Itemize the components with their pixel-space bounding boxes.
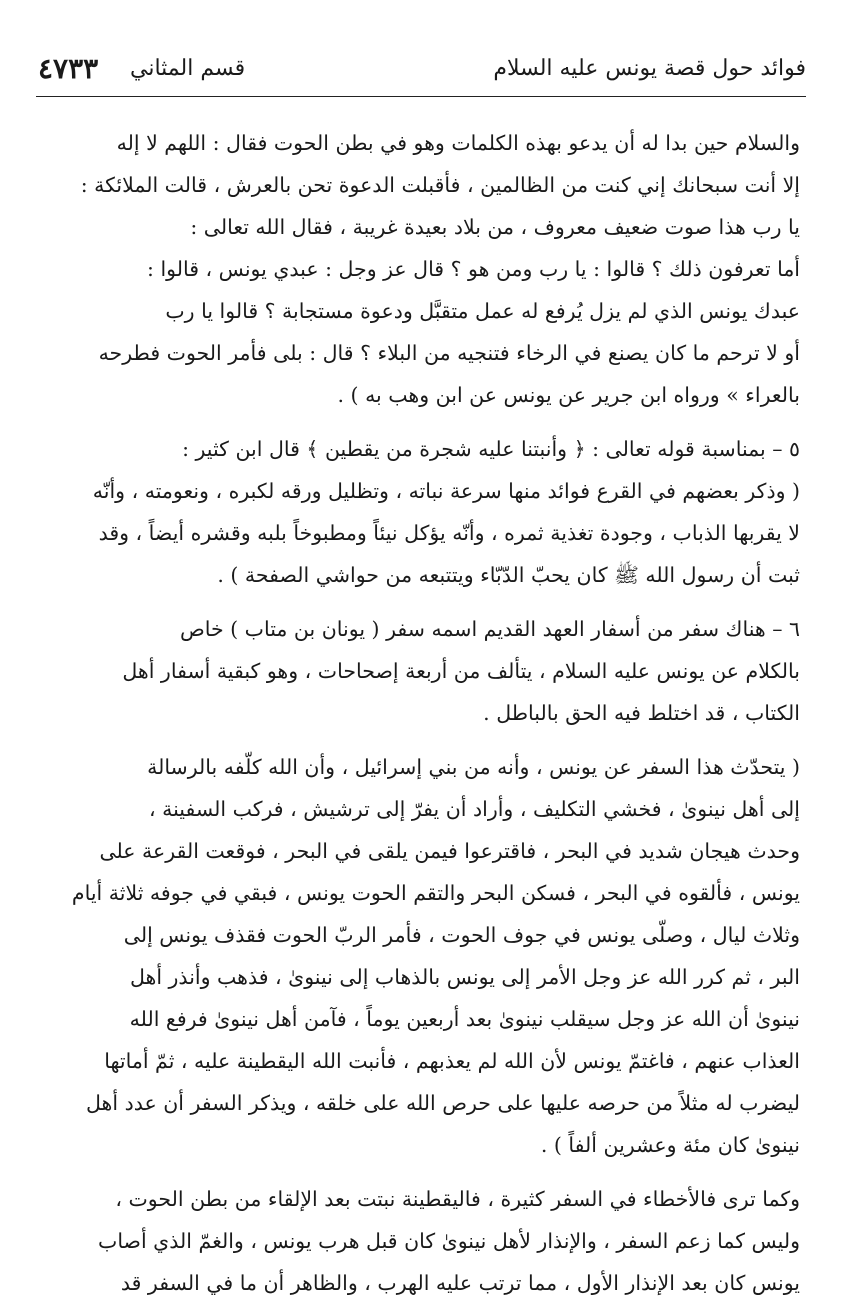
text-line: يا رب هذا صوت ضعيف معروف ، من بلاد بعيدة غريبة ، فقال الله تعالى : <box>190 215 800 239</box>
text-line: وليس كما زعم السفر ، والإنذار لأهل نينوىٰ كان قبل هرب يونس ، والغمّ الذي أصاب <box>98 1229 800 1253</box>
header-rule <box>36 96 806 97</box>
text-line: ٦ – هناك سفر من أسفار العهد القديم اسمه سفر ( يونان بن متاب ) خاص <box>179 617 800 641</box>
text-line: أو لا ترحم ما كان يصنع في الرخاء فتنجيه من البلاء ؟ قال : بلى فأمر الحوت فطرحه <box>98 341 800 365</box>
page-header <box>38 50 806 94</box>
text-line: والسلام حين بدا له أن يدعو بهذه الكلمات وهو في بطن الحوت فقال : اللهم لا إله <box>116 131 800 155</box>
paragraph-gap <box>44 416 800 428</box>
page-body <box>44 122 800 1304</box>
text-line: ( وذكر بعضهم في القرع فوائد منها سرعة نباته ، وتظليل ورقه لكبره ، ونعومته ، وأنّه <box>92 479 800 503</box>
text-line: ( يتحدّث هذا السفر عن يونس ، وأنه من بني إسرائيل ، وأن الله كلّفه بالرسالة <box>147 755 800 779</box>
text-line: إلى أهل نينوىٰ ، فخشي التكليف ، وأراد أن يفرّ إلى ترشيش ، فركب السفينة ، <box>149 797 800 821</box>
paragraph-gap <box>44 596 800 608</box>
paragraph <box>44 608 800 734</box>
paragraph-gap <box>44 1166 800 1178</box>
text-line: أما تعرفون ذلك ؟ قالوا : يا رب ومن هو ؟ قال عز وجل : عبدي يونس ، قالوا : <box>147 257 800 281</box>
text-line: العذاب عنهم ، فاغتمّ يونس لأن الله لم يعذبهم ، فأنبت الله اليقطينة عليه ، ثمّ أماتها <box>104 1049 800 1073</box>
text-line: بالكلام عن يونس عليه السلام ، يتألف من أربعة إصحاحات ، وهو كبقية أسفار أهل <box>122 659 800 683</box>
text-line: بالعراء » ورواه ابن جرير عن يونس عن ابن وهب به ) . <box>337 383 800 407</box>
text-line: يونس ، فألقوه في البحر ، فسكن البحر والتقم الحوت يونس ، فبقي في جوفه ثلاثة أيام <box>71 881 800 905</box>
text-line: نينوىٰ أن الله عز وجل سيقلب نينوىٰ بعد أربعين يوماً ، فآمن أهل نينوىٰ فرفع الله <box>129 1007 800 1031</box>
text-line: إلا أنت سبحانك إني كنت من الظالمين ، فأقبلت الدعوة تحن بالعرش ، قالت الملائكة : <box>80 173 800 197</box>
paragraph <box>44 428 800 596</box>
text-line: وثلاث ليال ، وصلّى يونس في جوف الحوت ، فأمر الربّ الحوت فقذف يونس إلى <box>123 923 800 947</box>
text-line: الكتاب ، قد اختلط فيه الحق بالباطل . <box>483 701 800 725</box>
text-line: ٥ – بمناسبة قوله تعالى : ﴿ وأنبتنا عليه شجرة من يقطين ﴾ قال ابن كثير : <box>182 437 800 461</box>
paragraph <box>44 122 800 416</box>
text-line: ثبت أن رسول الله ﷺ كان يحبّ الدّبّاء ويتتبعه من حواشي الصفحة ) . <box>217 563 800 587</box>
text-line: وحدث هيجان شديد في البحر ، فاقترعوا فيمن يلقى في البحر ، فوقعت القرعة على <box>99 839 800 863</box>
text-line: البر ، ثم كرر الله عز وجل الأمر إلى يونس بالذهاب إلى نينوىٰ ، فذهب وأنذر أهل <box>129 965 800 989</box>
section-name: قسم المثاني <box>130 56 246 81</box>
text-line: يونس كان بعد الإنذار الأول ، مما ترتب عليه الهرب ، والظاهر أن ما في السفر قد <box>120 1271 800 1295</box>
paragraph-gap <box>44 734 800 746</box>
text-line: نينوىٰ كان مئة وعشرين ألفاً ) . <box>540 1133 800 1157</box>
paragraph <box>44 1178 800 1304</box>
page-number: ٤٧٣٣ <box>38 52 99 85</box>
paragraph <box>44 746 800 1166</box>
text-line: وكما ترى فالأخطاء في السفر كثيرة ، فاليقطينة نبتت بعد الإلقاء من بطن الحوت ، <box>115 1187 800 1211</box>
text-line: لا يقربها الذباب ، وجودة تغذية ثمره ، وأنّه يؤكل نيئاً ومطبوخاً بلبه وقشره أيضاً ، وقد <box>98 521 800 545</box>
text-line: عبدك يونس الذي لم يزل يُرفع له عمل متقبَّل ودعوة مستجابة ؟ قالوا يا رب <box>165 299 800 323</box>
running-title: فوائد حول قصة يونس عليه السلام <box>493 56 806 81</box>
text-line: ليضرب له مثلاً من حرصه عليها على حرص الله على خلقه ، ويذكر السفر أن عدد أهل <box>86 1091 800 1115</box>
